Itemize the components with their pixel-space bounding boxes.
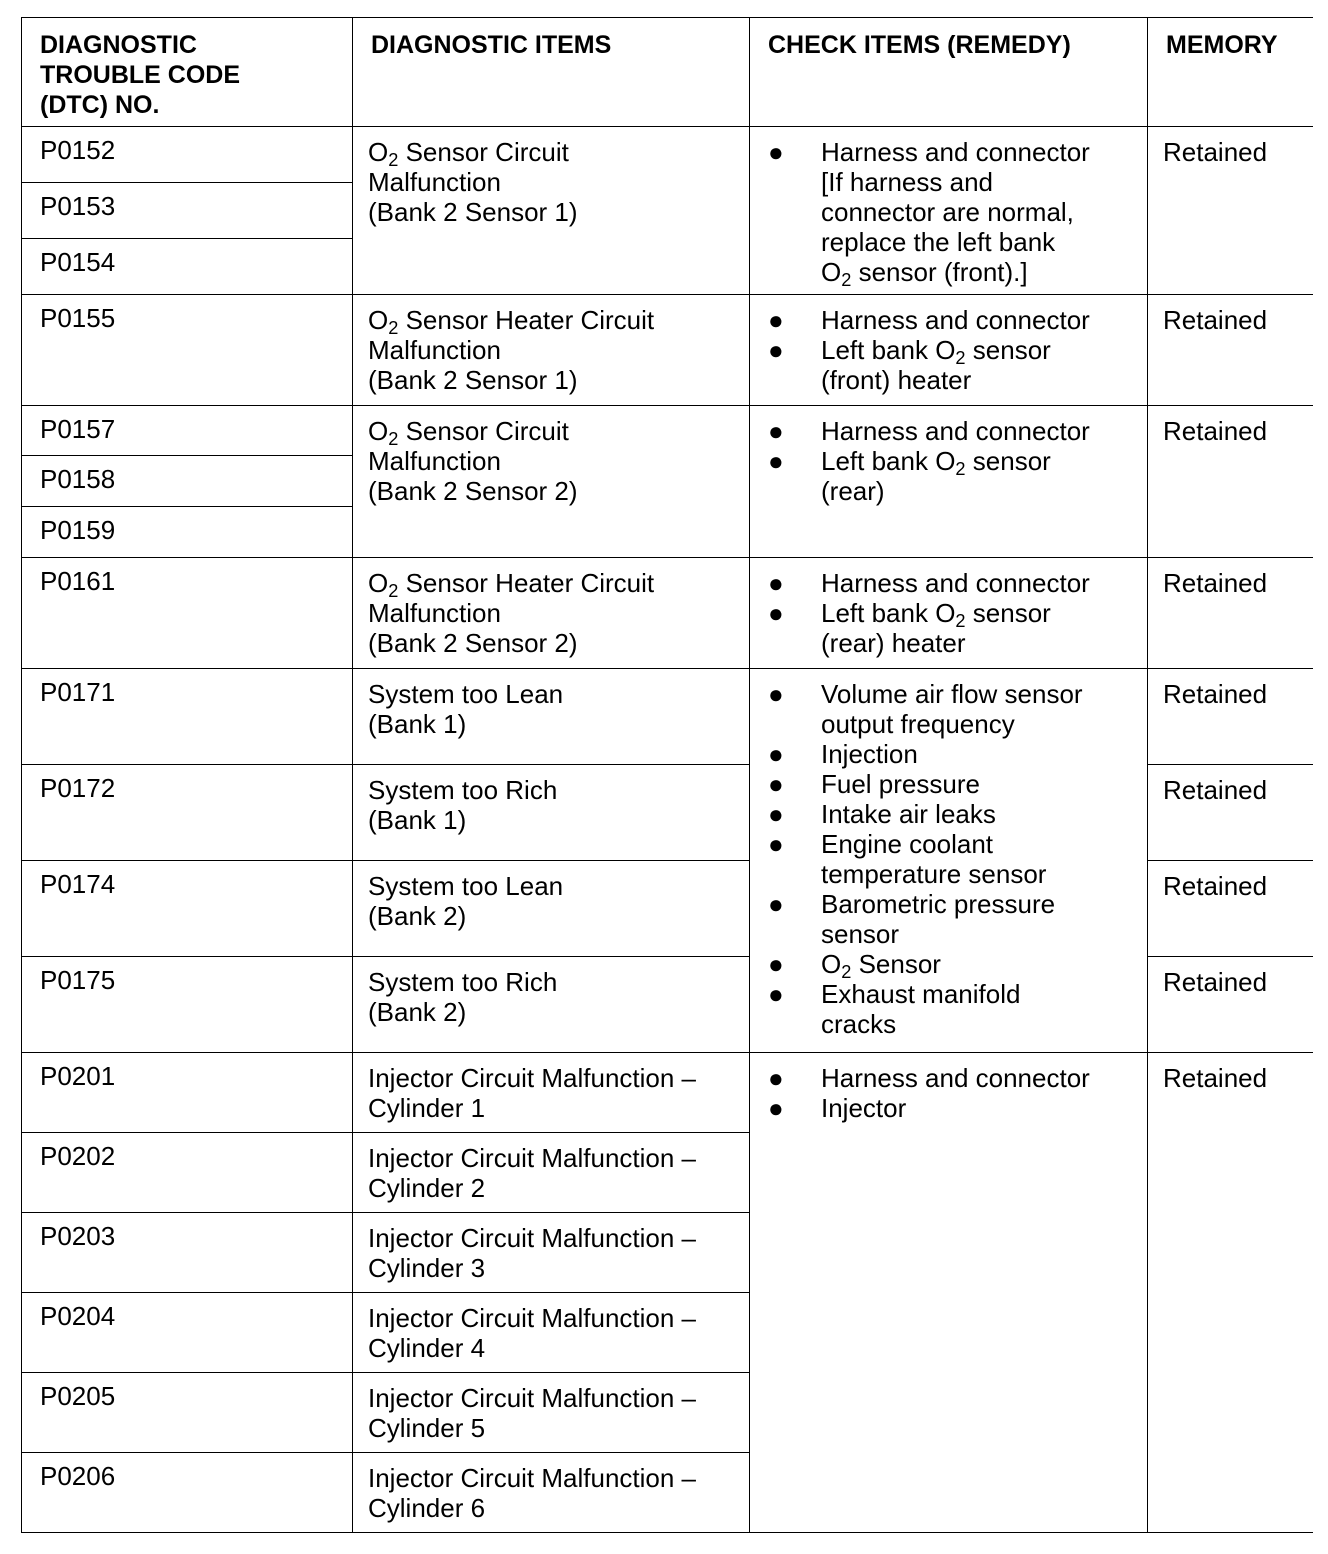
diagnostic-item-cell: System too Lean (Bank 2) <box>353 861 750 957</box>
bullet-icon: ● <box>768 416 784 446</box>
dtc-code-cell: P0159 <box>22 507 353 558</box>
check-item: ● Left bank $O_2$ sensor (rear) <box>768 446 1051 506</box>
dtc-code-cell: P0158 <box>22 456 353 507</box>
bullet-icon: ● <box>768 335 784 365</box>
bullet-icon: ● <box>768 446 784 476</box>
check-item: ● Left bank $O_2$ sensor (front) heater <box>768 335 1051 395</box>
bullet-icon: ● <box>768 598 784 628</box>
dtc-code-cell: P0161 <box>22 558 353 669</box>
check-item: ● Engine coolant temperature sensor <box>768 829 1047 889</box>
diagnostic-item-cell: $O_2$ Sensor Heater Circuit Malfunction (Bank 2 Sensor 2) <box>353 558 750 669</box>
header-diagnostic-items: DIAGNOSTIC ITEMS <box>353 18 750 127</box>
table-row <box>22 127 1313 183</box>
diagnostic-item-cell: System too Lean (Bank 1) <box>353 669 750 765</box>
check-items-cell <box>750 295 1148 406</box>
check-item: ● Injection <box>768 739 918 769</box>
diagnostic-item-cell: $O_2$ Sensor Circuit Malfunction (Bank 2 Sensor 2) <box>353 406 750 558</box>
bullet-icon: ● <box>768 679 784 709</box>
dtc-code-cell: P0172 <box>22 765 353 861</box>
dtc-code-cell: P0155 <box>22 295 353 406</box>
memory-cell: Retained <box>1148 558 1313 669</box>
dtc-code-cell: P0202 <box>22 1133 353 1213</box>
dtc-table <box>21 17 1313 1533</box>
table-row <box>22 1053 1313 1133</box>
memory-cell: Retained <box>1148 127 1313 295</box>
diagnostic-item-cell: Injector Circuit Malfunction – Cylinder 6 <box>353 1453 750 1533</box>
dtc-code-cell: P0201 <box>22 1053 353 1133</box>
bullet-icon: ● <box>768 1093 784 1123</box>
check-item: ● Harness and connector <box>768 305 1090 335</box>
bullet-icon: ● <box>768 799 784 829</box>
memory-cell: Retained <box>1148 861 1313 957</box>
diagnostic-item-cell: System too Rich (Bank 2) <box>353 957 750 1053</box>
memory-cell: Retained <box>1148 1053 1313 1533</box>
check-item: ● Fuel pressure <box>768 769 980 799</box>
dtc-code-cell: P0205 <box>22 1373 353 1453</box>
bullet-icon: ● <box>768 769 784 799</box>
header-memory: MEMORY <box>1148 18 1313 127</box>
check-items-cell <box>750 127 1148 295</box>
table-row <box>22 558 1313 669</box>
memory-cell: Retained <box>1148 765 1313 861</box>
table-row <box>22 295 1313 406</box>
table-row <box>22 406 1313 456</box>
table-row <box>22 669 1313 765</box>
dtc-code-cell: P0153 <box>22 183 353 239</box>
check-item: ● Harness and connector [If harness and connector are normal, replace the left bank $O_2$ sensor (front).] <box>768 137 1090 290</box>
header-row <box>22 18 1313 127</box>
check-item: ● Harness and connector <box>768 568 1090 598</box>
header-dtc-line-3: (DTC) NO. <box>40 91 160 119</box>
dtc-code-cell: P0174 <box>22 861 353 957</box>
diagnostic-item-cell: Injector Circuit Malfunction – Cylinder 1 <box>353 1053 750 1133</box>
header-check-items: CHECK ITEMS (REMEDY) <box>750 18 1148 127</box>
dtc-code-cell: P0175 <box>22 957 353 1053</box>
bullet-icon: ● <box>768 829 784 859</box>
check-items-cell <box>750 558 1148 669</box>
diagnostic-item-cell: $O_2$ Sensor Heater Circuit Malfunction (Bank 2 Sensor 1) <box>353 295 750 406</box>
diagnostic-item-cell: System too Rich (Bank 1) <box>353 765 750 861</box>
check-items-cell <box>750 1053 1148 1533</box>
memory-cell: Retained <box>1148 406 1313 558</box>
check-items-cell <box>750 406 1148 558</box>
header-dtc-line-2: TROUBLE CODE <box>40 61 240 89</box>
header-dtc-code <box>22 18 353 127</box>
check-item: ● Intake air leaks <box>768 799 996 829</box>
dtc-code-cell: P0152 <box>22 127 353 183</box>
check-item: ● Injector <box>768 1093 907 1123</box>
bullet-icon: ● <box>768 889 784 919</box>
bullet-icon: ● <box>768 568 784 598</box>
diagnostic-item-cell: $O_2$ Sensor Circuit Malfunction (Bank 2 Sensor 1) <box>353 127 750 295</box>
diagnostic-item-cell: Injector Circuit Malfunction – Cylinder 3 <box>353 1213 750 1293</box>
dtc-code-cell: P0157 <box>22 406 353 456</box>
bullet-icon: ● <box>768 949 784 979</box>
header-dtc-line-1: DIAGNOSTIC <box>40 31 197 59</box>
diagnostic-item-cell: Injector Circuit Malfunction – Cylinder 2 <box>353 1133 750 1213</box>
bullet-icon: ● <box>768 739 784 769</box>
check-items-cell <box>750 669 1148 1053</box>
check-item: ● Harness and connector <box>768 416 1090 446</box>
diagnostic-item-cell: Injector Circuit Malfunction – Cylinder 5 <box>353 1373 750 1453</box>
diagnostic-item-cell: Injector Circuit Malfunction – Cylinder 4 <box>353 1293 750 1373</box>
memory-cell: Retained <box>1148 295 1313 406</box>
bullet-icon: ● <box>768 1063 784 1093</box>
dtc-code-cell: P0203 <box>22 1213 353 1293</box>
check-item: ● Volume air flow sensor output frequency <box>768 679 1083 739</box>
dtc-code-cell: P0171 <box>22 669 353 765</box>
dtc-code-cell: P0154 <box>22 239 353 295</box>
dtc-code-cell: P0206 <box>22 1453 353 1533</box>
bullet-icon: ● <box>768 305 784 335</box>
check-item: ● Left bank $O_2$ sensor (rear) heater <box>768 598 1051 658</box>
check-item: ● Exhaust manifold cracks <box>768 979 1021 1039</box>
bullet-icon: ● <box>768 137 784 167</box>
check-item: ● Harness and connector <box>768 1063 1090 1093</box>
check-item: ● $O_2$ Sensor <box>768 949 941 982</box>
bullet-icon: ● <box>768 979 784 1009</box>
memory-cell: Retained <box>1148 957 1313 1053</box>
memory-cell: Retained <box>1148 669 1313 765</box>
check-item: ● Barometric pressure sensor <box>768 889 1056 949</box>
dtc-code-cell: P0204 <box>22 1293 353 1373</box>
